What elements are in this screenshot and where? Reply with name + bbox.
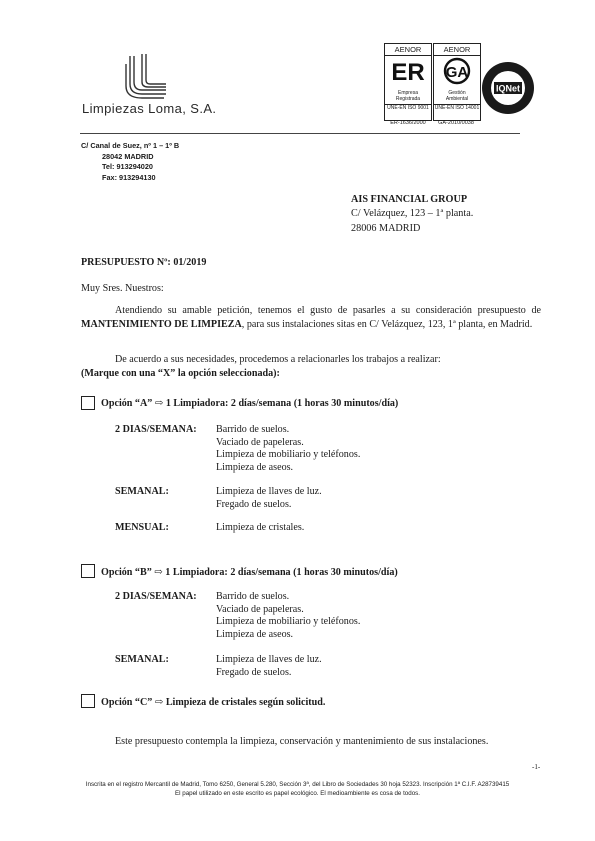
company-logo: [120, 50, 174, 102]
task-item: Limpieza de llaves de luz.: [216, 486, 322, 497]
task-item: Limpieza de aseos.: [216, 628, 294, 640]
intro-paragraph: [81, 304, 541, 333]
svg-text:GA: GA: [445, 64, 469, 81]
footer-eco-note: El papel utilizado en este escrito es papel ecológico. El medioambiente es cosa de todos.: [175, 790, 420, 797]
task-item: Limpieza de llaves de luz.: [216, 654, 322, 665]
quote-title: PRESUPUESTO Nº: 01/2019: [81, 257, 207, 268]
aenor-ga-badge: [433, 43, 481, 121]
svg-text:IQNet: IQNet: [495, 83, 521, 94]
option-a-label-2: SEMANAL:: [115, 486, 169, 497]
task-item: Vaciado de papeleras.: [216, 436, 304, 448]
aenor-ga-label1: Gestión: [448, 90, 466, 96]
sender-fax: Fax: 913294130: [102, 172, 156, 182]
sender-city: 28042 MADRID: [102, 151, 154, 161]
option-b-label-2: SEMANAL:: [115, 654, 169, 665]
aenor-er-badge: [384, 43, 432, 121]
sender-address: C/ Canal de Suez, nº 1 – 1º B: [81, 141, 180, 150]
aenor-ga-label2: Ambiental: [445, 96, 469, 102]
option-b-label-1: 2 DIAS/SEMANA:: [115, 591, 197, 602]
instructions-note: (Marque con una “X” la opción seleccionada):: [81, 368, 280, 380]
iqnet-certified-seal-icon: [480, 60, 536, 116]
aenor-er-label2: Registrada: [395, 96, 421, 102]
task-item: Limpieza de cristales.: [216, 522, 305, 533]
intro-service: MANTENIMIENTO DE LIMPIEZA: [81, 319, 242, 331]
aenor-ga-standard: UNE-EN ISO 14001: [434, 105, 480, 111]
option-a-tasks-3: [216, 522, 304, 535]
instructions-paragraph: [81, 353, 541, 382]
option-b-checkbox[interactable]: [81, 564, 95, 578]
task-item: Fregado de suelos.: [216, 666, 292, 678]
recipient-city: 28006 MADRID: [351, 222, 421, 234]
task-item: Limpieza de aseos.: [216, 461, 294, 473]
er-mark-icon: [385, 56, 431, 86]
sender-tel: Tel: 913294020: [102, 162, 153, 172]
aenor-er-number: ER-1636/2000: [390, 120, 426, 126]
aenor-er-label1: Empresa: [397, 90, 418, 96]
svg-text:ER: ER: [391, 59, 425, 86]
closing-paragraph: Este presupuesto contempla la limpieza, conservación y mantenimiento de sus instalaciones.: [115, 736, 489, 747]
aenor-ga-number: GA-2010/0038: [438, 120, 474, 126]
footer-registry: Inscrita en el registro Mercantil de Madrid, Tomo 6250, General 5.280, Sección 3ª, del Libro de Sociedades 30 hoja 52323. Inscripción 1ª C.I.F. A28739415: [85, 781, 510, 788]
option-a-checkbox[interactable]: [81, 396, 95, 410]
option-c-heading: Opción “C” ⇨ Limpieza de cristales según solicitud.: [101, 697, 326, 708]
task-item: Limpieza de mobiliario y teléfonos.: [216, 449, 361, 461]
recipient-address: C/ Velázquez, 123 – 1ª planta.: [351, 208, 474, 220]
option-c-checkbox[interactable]: [81, 694, 95, 708]
sender-block: [81, 141, 179, 183]
company-name: Limpiezas Loma, S.A.: [82, 101, 217, 116]
ga-mark-icon: [434, 56, 480, 86]
task-item: Limpieza de mobiliario y teléfonos.: [216, 616, 361, 628]
aenor-er-org: AENOR: [385, 44, 431, 56]
option-b-tasks-1: [216, 591, 360, 641]
intro-text-2: , para sus instalaciones sitas en C/ Velázquez, 123, 1ª planta, en Madrid.: [241, 319, 533, 331]
recipient-block: [351, 193, 473, 236]
option-a-label-3: MENSUAL:: [115, 522, 169, 533]
task-item: Vaciado de papeleras.: [216, 603, 304, 615]
recipient-name: AIS FINANCIAL GROUP: [351, 194, 468, 205]
intro-text-1: Atendiendo su amable petición, tenemos el gusto de pasarles a su consideración presupuesto de: [115, 305, 541, 316]
instructions-text: De acuerdo a sus necesidades, procedemos a relacionarles los trabajos a realizar:: [115, 354, 441, 365]
aenor-er-standard: UNE-EN ISO 9001: [385, 104, 431, 111]
header-divider: [80, 133, 520, 134]
option-a-tasks-2: [216, 486, 322, 511]
option-a-label-1: 2 DIAS/SEMANA:: [115, 424, 197, 435]
task-item: Barrido de suelos.: [216, 424, 290, 435]
task-item: Barrido de suelos.: [216, 591, 290, 602]
task-item: Fregado de suelos.: [216, 498, 292, 510]
option-a-tasks-1: [216, 424, 360, 474]
option-b-tasks-2: [216, 654, 322, 679]
aenor-ga-org: AENOR: [434, 44, 480, 56]
option-a-heading: Opción “A” ⇨ 1 Limpiadora: 2 días/semana (1 horas 30 minutos/día): [101, 398, 399, 409]
option-b-heading: Opción “B” ⇨ 1 Limpiadora: 2 días/semana (1 horas 30 minutos/día): [101, 567, 398, 578]
greeting: Muy Sres. Nuestros:: [81, 283, 164, 294]
page-number: -1-: [532, 763, 541, 771]
footer-legal: [0, 780, 595, 798]
